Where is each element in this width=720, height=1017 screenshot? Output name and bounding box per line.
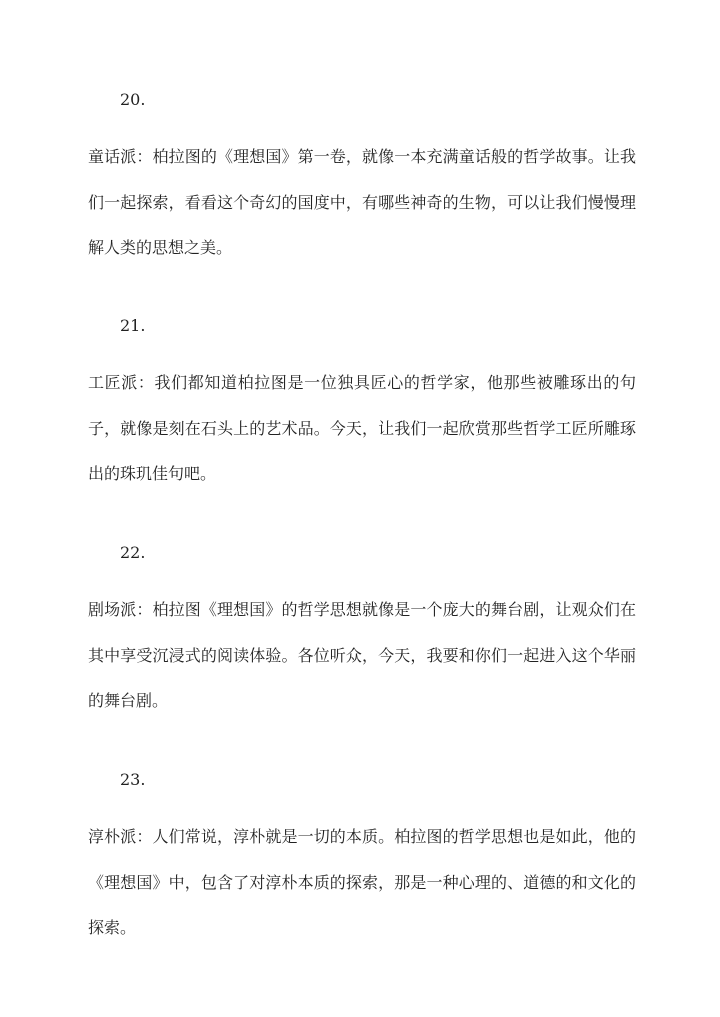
entry-number: 23.: [120, 770, 146, 789]
entry-number: 22.: [120, 543, 146, 562]
entry-number: 20.: [120, 90, 146, 109]
entry-23: [88, 770, 636, 951]
entry-text: 淳朴派：人们常说，淳朴就是一切的本质。柏拉图的哲学思想也是如此，他的《理想国》中，包含了对淳朴本质的探索，那是一种心理的、道德的和文化的探索。: [88, 827, 636, 937]
entry-number: 21.: [120, 316, 146, 335]
entry-text: 剧场派：柏拉图《理想国》的哲学思想就像是一个庞大的舞台剧，让观众们在其中享受沉浸式的阅读体验。各位听众，今天，我要和你们一起进入这个华丽的舞台剧。: [88, 600, 636, 710]
entry-21: [88, 316, 636, 497]
entry-text: 童话派：柏拉图的《理想国》第一卷，就像一本充满童话般的哲学故事。让我们一起探索，看看这个奇幻的国度中，有哪些神奇的生物，可以让我们慢慢理解人类的思想之美。: [88, 147, 636, 257]
entry-text: 工匠派：我们都知道柏拉图是一位独具匠心的哲学家，他那些被雕琢出的句子，就像是刻在石头上的艺术品。今天，让我们一起欣赏那些哲学工匠所雕琢出的珠玑佳句吧。: [88, 373, 636, 483]
entry-22: [88, 543, 636, 724]
entry-20: [88, 90, 636, 271]
